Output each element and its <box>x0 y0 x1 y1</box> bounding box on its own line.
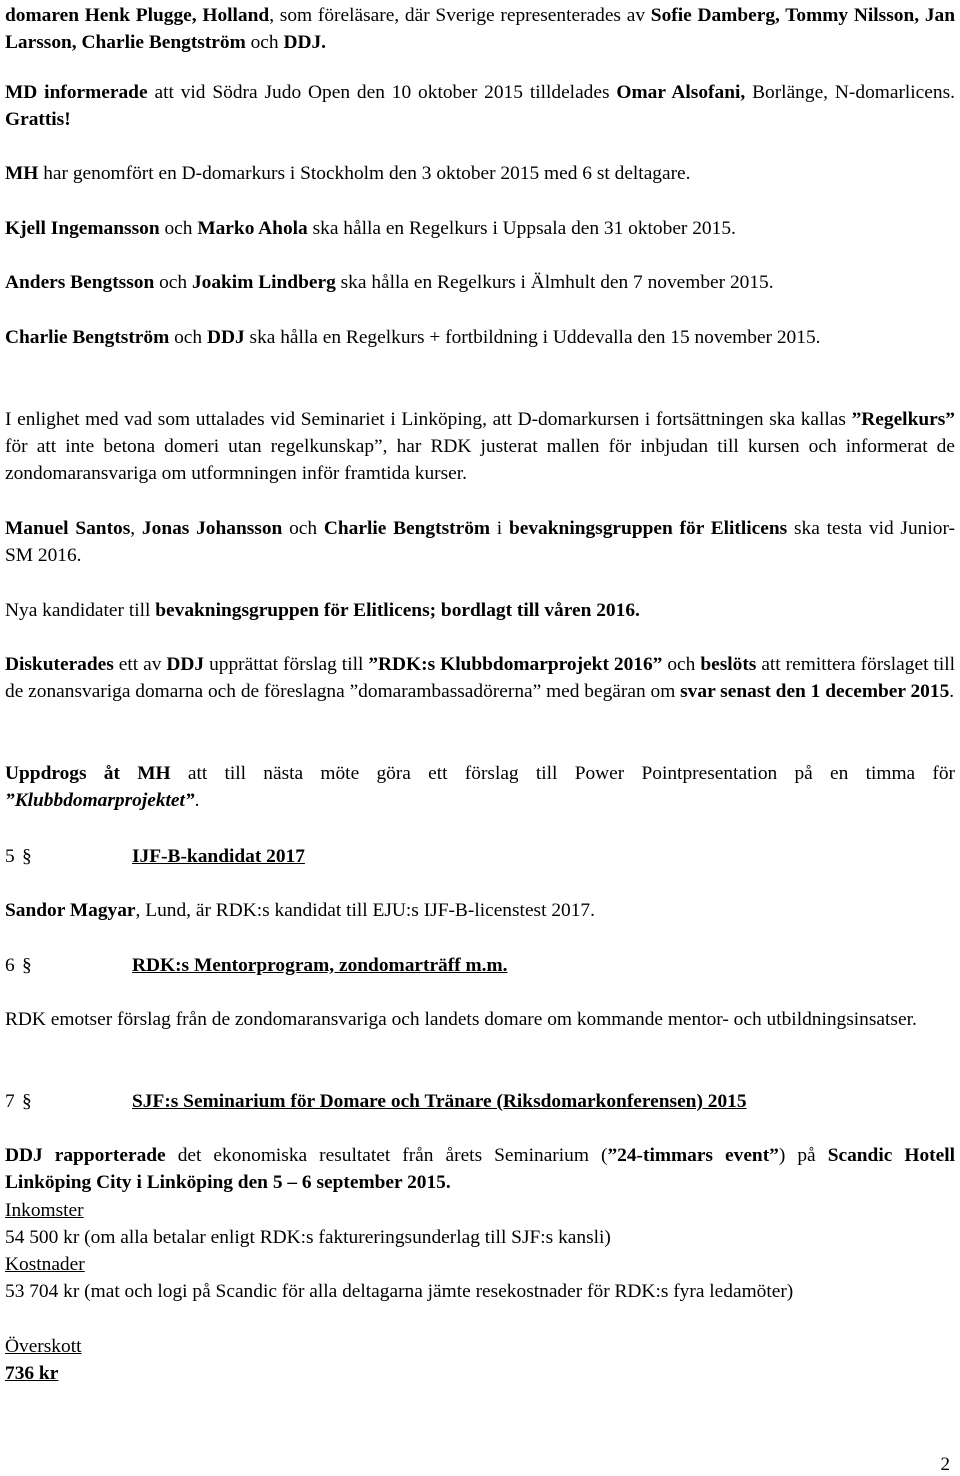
text-run: Diskuterades <box>5 654 114 675</box>
text-run: ) på <box>778 1145 828 1166</box>
body-paragraph <box>5 79 955 133</box>
text-run: ska hålla en Regelkurs + fortbildning i Uddevalla den 15 november 2015. <box>244 327 821 348</box>
section-title: RDK:s Mentorprogram, zondomarträff m.m. <box>132 955 508 976</box>
body-paragraph <box>5 651 955 705</box>
text-run: Omar Alsofani, <box>616 82 746 103</box>
text-run: i <box>490 518 509 539</box>
text-run: Marko Ahola <box>197 218 308 239</box>
text-run: MD informerade <box>5 82 148 103</box>
text-run: Sofie Damberg, Tommy Nilsson, Jan Larsson, Charlie Bengtström <box>5 5 956 53</box>
body-paragraph <box>5 269 955 296</box>
body-paragraph <box>5 597 955 624</box>
text-run: ”RDK:s Klubbdomarprojekt 2016” <box>368 654 663 675</box>
section-heading <box>5 843 305 870</box>
body-paragraph <box>5 897 955 924</box>
text-run: och <box>154 272 192 293</box>
body-paragraph <box>5 406 955 487</box>
body-paragraph <box>5 1278 955 1305</box>
text-run: . <box>194 790 200 811</box>
section-sign: § <box>22 955 32 976</box>
text-run: Uppdrogs åt MH <box>5 763 171 784</box>
text-run: bevakningsgruppen för Elitlicens; bordlagt till våren 2016. <box>155 600 640 621</box>
body-paragraph <box>5 1251 955 1278</box>
text-run: Kjell Ingemansson <box>5 218 160 239</box>
text-run: Överskott <box>5 1336 82 1357</box>
text-run: Grattis! <box>5 109 71 130</box>
text-run: Sandor Magyar <box>5 900 136 921</box>
text-run: Manuel Santos <box>5 518 131 539</box>
text-run: ”Klubbdomarprojektet” <box>5 790 195 811</box>
text-run: RDK emotser förslag från de zondomaransvariga och landets domare om kommande mentor- och utbildningsinsatser. <box>5 1009 917 1030</box>
text-run: DDJ <box>166 654 205 675</box>
text-run: 53 704 kr (mat och logi på Scandic för alla deltagarna jämte resekostnader för RDK:s fyra ledamöter) <box>5 1281 794 1302</box>
body-paragraph <box>5 515 955 569</box>
text-run: och <box>662 654 701 675</box>
text-run: Scandic Hotell Linköping City i Linköping den 5 – 6 september 2015. <box>5 1145 955 1193</box>
text-run: ett av <box>113 654 167 675</box>
text-run: . <box>949 681 955 702</box>
text-run: det ekonomiska resultatet från årets Seminarium ( <box>165 1145 608 1166</box>
page-number: 2 <box>940 1454 950 1475</box>
text-run: och <box>282 518 324 539</box>
text-run: Kostnader <box>5 1254 85 1275</box>
text-run: för att inte betona domeri utan regelkunskap”, har RDK justerat mallen för inbjudan till kursen och informerat de zondomaransvariga om utformningen inför framtida kurser. <box>5 436 955 484</box>
section-number: 5 <box>5 846 15 867</box>
text-run: 54 500 kr (om alla betalar enligt RDK:s faktureringsunderlag till SJF:s kansli) <box>5 1227 611 1248</box>
text-run: Nya kandidater till <box>5 600 156 621</box>
text-run: bevakningsgruppen för Elitlicens <box>508 518 788 539</box>
body-paragraph <box>5 215 955 242</box>
text-run: I enlighet med vad som uttalades vid Seminariet i Linköping, att D-domarkursen i fortsättningen ska kallas <box>5 409 852 430</box>
text-run: Anders Bengtsson <box>5 272 155 293</box>
text-run: beslöts <box>700 654 757 675</box>
text-run: Inkomster <box>5 1200 84 1221</box>
text-run: ”24-timmars event” <box>607 1145 779 1166</box>
section-sign: § <box>22 846 32 867</box>
body-paragraph <box>5 1333 955 1360</box>
body-paragraph <box>5 1197 955 1224</box>
text-run: har genomfört en D-domarkurs i Stockholm den 3 oktober 2015 med 6 st deltagare. <box>38 163 691 184</box>
text-run: upprättat förslag till <box>204 654 369 675</box>
section-heading <box>5 1088 747 1115</box>
text-run: ska hålla en Regelkurs i Älmhult den 7 november 2015. <box>335 272 774 293</box>
text-run: DDJ <box>206 327 245 348</box>
body-paragraph <box>5 160 955 187</box>
text-run: att vid Södra Judo Open den 10 oktober 2015 tilldelades <box>147 82 617 103</box>
body-paragraph <box>5 760 955 814</box>
text-run: Jonas Johansson <box>141 518 283 539</box>
text-run: och <box>245 32 284 53</box>
text-run: att remittera förslaget till de zonansvariga domarna och de föreslagna ”domarambassadörerna” med begäran om <box>5 654 955 702</box>
text-run: 736 kr <box>5 1363 59 1384</box>
text-run: DDJ rapporterade <box>5 1145 166 1166</box>
section-heading <box>5 952 508 979</box>
text-run: domaren Henk Plugge, Holland <box>5 5 270 26</box>
text-run: , som föreläsare, där Sverige representerades av <box>269 5 651 26</box>
text-run: och <box>169 327 207 348</box>
text-run: Charlie Bengtström <box>323 518 491 539</box>
text-run: MH <box>5 163 39 184</box>
text-run: Joakim Lindberg <box>191 272 336 293</box>
section-number: 6 <box>5 955 15 976</box>
body-paragraph <box>5 1006 955 1033</box>
text-run: Charlie Bengtström <box>5 327 170 348</box>
section-number: 7 <box>5 1091 15 1112</box>
text-run: DDJ. <box>283 32 327 53</box>
text-run: ska testa vid Junior-SM 2016. <box>5 518 955 566</box>
text-run: Borlänge, N-domarlicens. <box>745 82 955 103</box>
body-paragraph <box>5 1142 955 1196</box>
body-paragraph <box>5 324 955 351</box>
text-run: att till nästa möte göra ett förslag till Power Pointpresentation på en timma för <box>170 763 956 784</box>
body-paragraph <box>5 2 955 56</box>
section-title: IJF-B-kandidat 2017 <box>132 846 305 867</box>
text-run: svar senast den 1 december 2015 <box>680 681 950 702</box>
section-sign: § <box>22 1091 32 1112</box>
text-run: ”Regelkurs” <box>851 409 955 430</box>
text-run: och <box>159 218 198 239</box>
body-paragraph <box>5 1360 955 1387</box>
text-run: ska hålla en Regelkurs i Uppsala den 31 oktober 2015. <box>307 218 736 239</box>
section-title: SJF:s Seminarium för Domare och Tränare (Riksdomarkonferensen) 2015 <box>132 1091 747 1112</box>
body-paragraph <box>5 1224 955 1251</box>
text-run: , Lund, är RDK:s kandidat till EJU:s IJF-B-licenstest 2017. <box>135 900 595 921</box>
text-run: , <box>130 518 142 539</box>
